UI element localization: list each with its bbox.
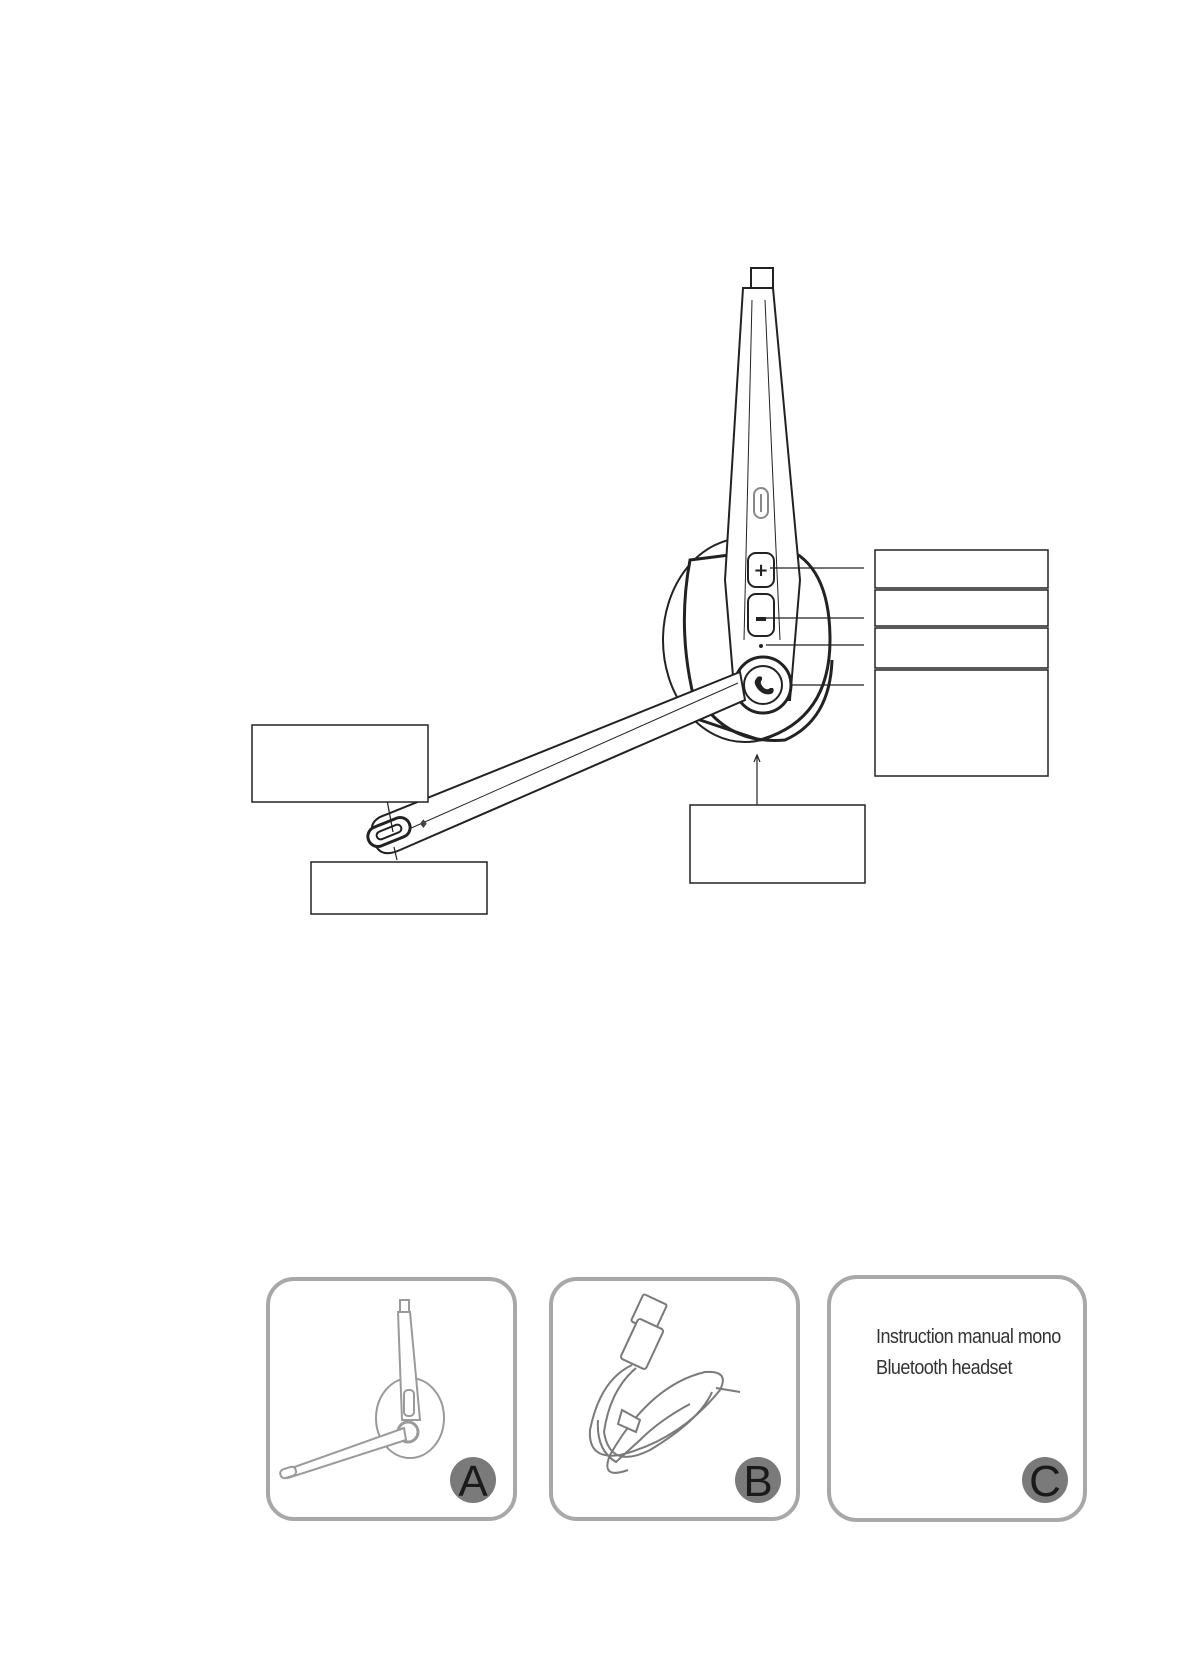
callout-box-call <box>875 670 1048 776</box>
callout-box-volume-down <box>875 590 1048 626</box>
panel-a <box>268 1279 515 1519</box>
badge-letter-b: B <box>743 1457 773 1506</box>
headband-arm <box>725 288 800 700</box>
plus-icon: + <box>753 560 769 581</box>
mic-icon: ♦ <box>418 817 429 831</box>
instruction-manual-label <box>876 1322 1083 1384</box>
callout-box-mic-tip <box>311 862 487 914</box>
led-indicator <box>759 644 763 648</box>
callout-box-charging-port <box>690 805 865 883</box>
call-button <box>744 666 782 704</box>
callout-box-microphone <box>252 725 428 802</box>
callout-box-volume-up <box>875 550 1048 588</box>
panel-b <box>551 1279 798 1519</box>
panel-c <box>829 1277 1085 1520</box>
badge-letter-a: A <box>458 1457 488 1506</box>
volume-down-button <box>748 594 774 636</box>
headset-drawing <box>365 268 832 853</box>
manual-line-2: Bluetooth headset <box>876 1357 1012 1379</box>
callout-box-led <box>875 628 1048 668</box>
manual-line-1: Instruction manual mono <box>876 1326 1061 1348</box>
badge-letter-c: C <box>1029 1457 1061 1506</box>
minus-icon <box>756 617 766 621</box>
